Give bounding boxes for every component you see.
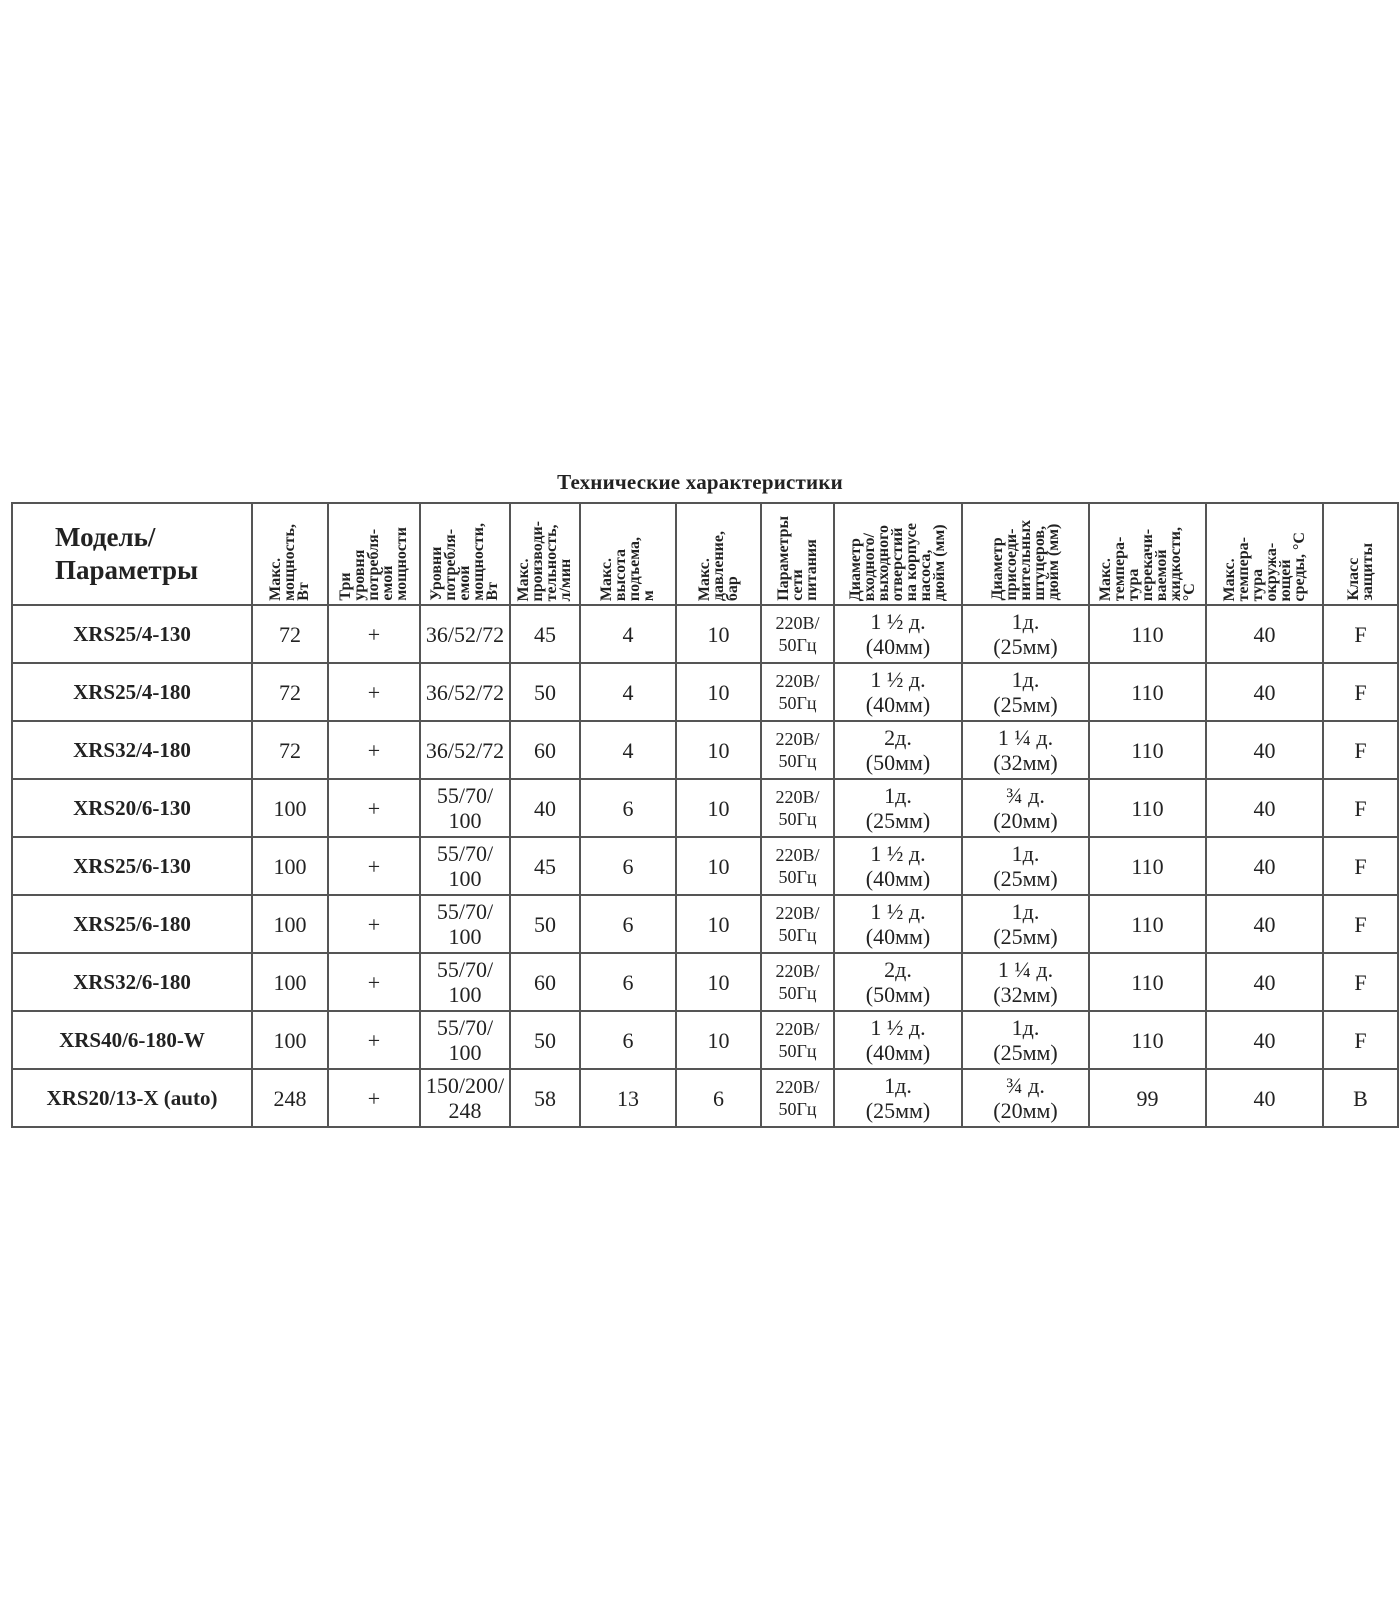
col-header-text: Класс защиты [1344, 543, 1376, 601]
value-cell: 1 ½ д. (40мм) [834, 663, 962, 721]
value-cell: 10 [676, 953, 761, 1011]
value-cell: 220В/ 50Гц [761, 605, 834, 663]
col-header-max-head [580, 503, 676, 605]
value-cell: 55/70/ 100 [420, 837, 510, 895]
value-cell: 100 [252, 953, 328, 1011]
value-cell: 1 ½ д. (40мм) [834, 895, 962, 953]
value-cell: 40 [1206, 721, 1323, 779]
value-cell: 55/70/ 100 [420, 779, 510, 837]
model-cell: XRS40/6-180-W [12, 1011, 252, 1069]
value-cell: 45 [510, 837, 580, 895]
value-cell: 10 [676, 663, 761, 721]
value-cell: 220В/ 50Гц [761, 953, 834, 1011]
value-cell: 50 [510, 895, 580, 953]
value-cell: F [1323, 953, 1398, 1011]
value-cell: 10 [676, 721, 761, 779]
value-cell: + [328, 953, 420, 1011]
model-cell: XRS25/6-180 [12, 895, 252, 953]
value-cell: 55/70/ 100 [420, 895, 510, 953]
table-body [12, 605, 1398, 1127]
value-cell: 220В/ 50Гц [761, 1011, 834, 1069]
value-cell: 60 [510, 953, 580, 1011]
value-cell: B [1323, 1069, 1398, 1127]
table-row [12, 953, 1398, 1011]
value-cell: 6 [580, 837, 676, 895]
value-cell: ¾ д. (20мм) [962, 779, 1089, 837]
value-cell: + [328, 895, 420, 953]
value-cell: 72 [252, 721, 328, 779]
col-header-max-power [252, 503, 328, 605]
value-cell: 100 [252, 837, 328, 895]
col-header-max-liquid-temp [1089, 503, 1206, 605]
value-cell: 58 [510, 1069, 580, 1127]
value-cell: + [328, 779, 420, 837]
value-cell: 1д. (25мм) [834, 1069, 962, 1127]
value-cell: ¾ д. (20мм) [962, 1069, 1089, 1127]
value-cell: 72 [252, 663, 328, 721]
value-cell: + [328, 837, 420, 895]
col-header-max-ambient-temp [1206, 503, 1323, 605]
value-cell: 110 [1089, 1011, 1206, 1069]
col-header-three-levels [328, 503, 420, 605]
value-cell: 40 [1206, 663, 1323, 721]
value-cell: F [1323, 779, 1398, 837]
value-cell: + [328, 605, 420, 663]
model-cell: XRS25/6-130 [12, 837, 252, 895]
value-cell: 1 ¼ д. (32мм) [962, 953, 1089, 1011]
corner-header [12, 503, 252, 605]
value-cell: 36/52/72 [420, 605, 510, 663]
value-cell: 110 [1089, 895, 1206, 953]
spec-table [11, 502, 1399, 1128]
value-cell: 6 [580, 953, 676, 1011]
col-header-text: Макс. мощность, Вт [267, 524, 312, 601]
table-row [12, 1069, 1398, 1127]
page-title: Технические характеристики [557, 470, 843, 494]
table-row [12, 837, 1398, 895]
value-cell: 1 ½ д. (40мм) [834, 837, 962, 895]
value-cell: 220В/ 50Гц [761, 779, 834, 837]
value-cell: 10 [676, 1011, 761, 1069]
value-cell: 72 [252, 605, 328, 663]
model-cell: XRS25/4-180 [12, 663, 252, 721]
value-cell: 36/52/72 [420, 663, 510, 721]
model-cell: XRS25/4-130 [12, 605, 252, 663]
value-cell: + [328, 1069, 420, 1127]
col-header-power-levels [420, 503, 510, 605]
value-cell: 60 [510, 721, 580, 779]
value-cell: 110 [1089, 721, 1206, 779]
value-cell: 99 [1089, 1069, 1206, 1127]
value-cell: 150/200/ 248 [420, 1069, 510, 1127]
header-row [12, 503, 1398, 605]
col-header-max-pressure [676, 503, 761, 605]
table-row [12, 605, 1398, 663]
value-cell: 1д. (25мм) [962, 1011, 1089, 1069]
col-header-text: Макс. темпера- тура перекачи- ваемой жидкости, °C [1096, 526, 1198, 601]
col-header-port-diameter [834, 503, 962, 605]
value-cell: F [1323, 837, 1398, 895]
value-cell: 45 [510, 605, 580, 663]
value-cell: 100 [252, 779, 328, 837]
value-cell: F [1323, 721, 1398, 779]
value-cell: 2д. (50мм) [834, 953, 962, 1011]
value-cell: 1д. (25мм) [962, 837, 1089, 895]
value-cell: 110 [1089, 663, 1206, 721]
value-cell: 10 [676, 837, 761, 895]
value-cell: 6 [676, 1069, 761, 1127]
value-cell: 220В/ 50Гц [761, 663, 834, 721]
value-cell: F [1323, 663, 1398, 721]
value-cell: 40 [1206, 605, 1323, 663]
col-header-text: Параметры сети питания [774, 516, 820, 601]
value-cell: 40 [1206, 1069, 1323, 1127]
value-cell: 220В/ 50Гц [761, 721, 834, 779]
value-cell: 220В/ 50Гц [761, 895, 834, 953]
value-cell: 40 [1206, 837, 1323, 895]
value-cell: 50 [510, 1011, 580, 1069]
table-row [12, 721, 1398, 779]
col-header-text: Диаметр присоеди- нительных штуцеров, дюйм (мм) [988, 520, 1062, 601]
value-cell: 110 [1089, 779, 1206, 837]
value-cell: 40 [1206, 895, 1323, 953]
value-cell: F [1323, 605, 1398, 663]
value-cell: 40 [1206, 953, 1323, 1011]
value-cell: 100 [252, 895, 328, 953]
value-cell: 6 [580, 779, 676, 837]
value-cell: 1д. (25мм) [834, 779, 962, 837]
value-cell: 55/70/ 100 [420, 1011, 510, 1069]
value-cell: 6 [580, 1011, 676, 1069]
col-header-fitting-diameter [962, 503, 1089, 605]
value-cell: 13 [580, 1069, 676, 1127]
table-row [12, 1011, 1398, 1069]
col-header-text: Макс. темпера- тура окружа- ющей среды, °C [1220, 531, 1308, 601]
value-cell: 1 ½ д. (40мм) [834, 1011, 962, 1069]
value-cell: 40 [510, 779, 580, 837]
value-cell: 248 [252, 1069, 328, 1127]
col-header-power-supply [761, 503, 834, 605]
value-cell: 6 [580, 895, 676, 953]
table-row [12, 779, 1398, 837]
value-cell: F [1323, 1011, 1398, 1069]
value-cell: + [328, 663, 420, 721]
col-header-text: Макс. давление, бар [695, 530, 741, 601]
value-cell: 1д. (25мм) [962, 663, 1089, 721]
model-cell: XRS20/13-X (auto) [12, 1069, 252, 1127]
value-cell: 10 [676, 779, 761, 837]
value-cell: 55/70/ 100 [420, 953, 510, 1011]
value-cell: 4 [580, 663, 676, 721]
value-cell: 110 [1089, 953, 1206, 1011]
col-header-text: Макс. производи- тельность, л/мин [515, 520, 574, 601]
value-cell: 1 ¼ д. (32мм) [962, 721, 1089, 779]
model-cell: XRS32/6-180 [12, 953, 252, 1011]
value-cell: 220В/ 50Гц [761, 837, 834, 895]
value-cell: 50 [510, 663, 580, 721]
model-cell: XRS20/6-130 [12, 779, 252, 837]
corner-header-text: Модель/ Параметры [55, 522, 199, 585]
value-cell: 40 [1206, 779, 1323, 837]
value-cell: + [328, 1011, 420, 1069]
value-cell: F [1323, 895, 1398, 953]
col-header-text: Три уровня потребля- емой мощности [337, 527, 410, 601]
value-cell: 220В/ 50Гц [761, 1069, 834, 1127]
value-cell: 1д. (25мм) [962, 895, 1089, 953]
col-header-text: Диаметр входного/ выходного отверстий на корпусе насоса, дюйм (мм) [847, 522, 948, 601]
value-cell: 100 [252, 1011, 328, 1069]
value-cell: 40 [1206, 1011, 1323, 1069]
col-header-protection-class [1323, 503, 1398, 605]
col-header-text: Макс. высота подъема, м [598, 536, 657, 601]
col-header-max-flow [510, 503, 580, 605]
value-cell: 4 [580, 605, 676, 663]
value-cell: + [328, 721, 420, 779]
value-cell: 1 ½ д. (40мм) [834, 605, 962, 663]
value-cell: 10 [676, 605, 761, 663]
value-cell: 110 [1089, 837, 1206, 895]
col-header-text: Уровни потребля- емой мощности, Вт [428, 523, 501, 601]
value-cell: 10 [676, 895, 761, 953]
model-cell: XRS32/4-180 [12, 721, 252, 779]
table-row [12, 663, 1398, 721]
value-cell: 1д. (25мм) [962, 605, 1089, 663]
value-cell: 2д. (50мм) [834, 721, 962, 779]
value-cell: 4 [580, 721, 676, 779]
table-row [12, 895, 1398, 953]
value-cell: 36/52/72 [420, 721, 510, 779]
value-cell: 110 [1089, 605, 1206, 663]
